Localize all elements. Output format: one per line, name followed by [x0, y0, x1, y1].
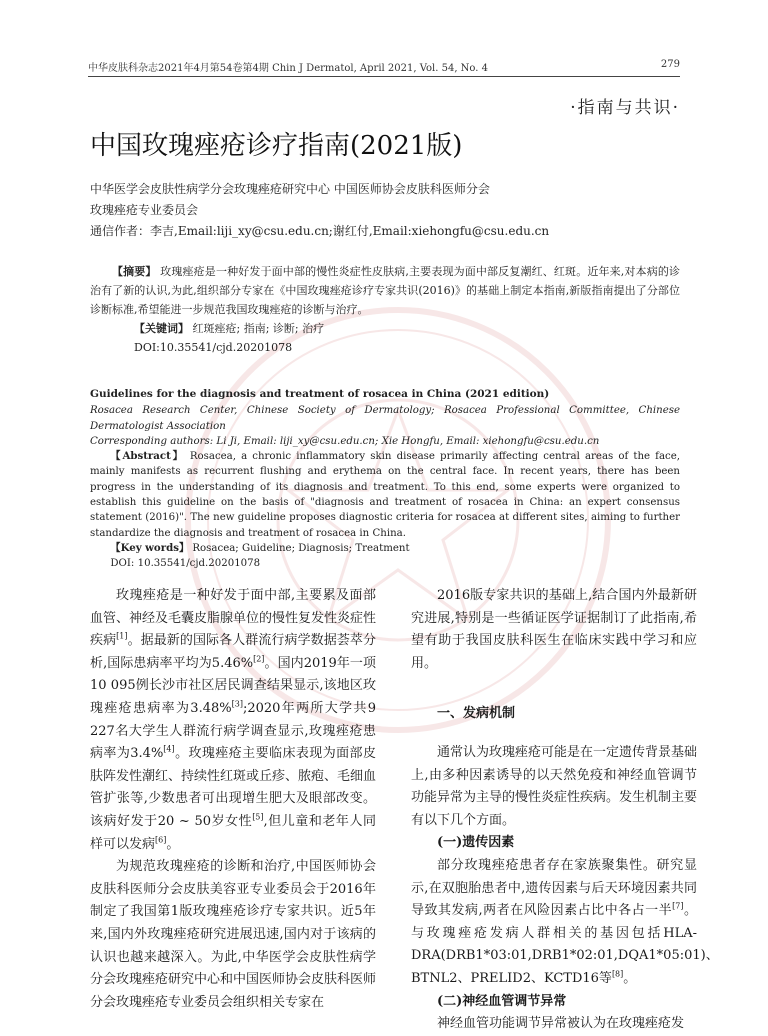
- english-abstract-body: Rosacea, a chronic inflammatory skin disease primarily affecting central areas of the face, mainly manifests as recurrent flushing and erythema on the central face. In recent years, there has been progress in the understanding of its diagnosis and treatment. To this end, some experts were organized to establish this guideline on the basis of "diagnosis and treatment of rosacea in China: an expert consensus statement (2016)". The new guideline proposes diagnostic criteria for rosacea at different sites, aiming to further standardize the diagnosis and treatment of rosacea in China.: [90, 451, 680, 539]
- text-run: 。玫瑰痤疮主要临床表现为面部皮肤阵发性潮红、持续性红斑或丘疹、脓疱、毛细血管扩张等,少数患者可出现增生肥大及眼部改变。该病好发于20 ~ 50岁女性: [90, 746, 377, 829]
- text-run: 。国内2019年一项10 095例长沙市社区居民调查结果显示,该地区玫瑰痤疮患病率为3.48%: [90, 655, 376, 716]
- page-number: 279: [660, 59, 680, 70]
- keywords-label: 【关键词】: [134, 322, 189, 335]
- text-run: ,但儿童和老年人同样可以发病: [90, 813, 376, 852]
- english-keywords-label: 【Key words】: [110, 541, 190, 554]
- chinese-keywords: [90, 319, 680, 338]
- chinese-abstract-text: [90, 262, 680, 319]
- citation-ref[interactable]: [5]: [252, 812, 264, 822]
- journal-citation: 中华皮肤科杂志2021年4月第54卷第4期 Chin J Dermatol, April 2021, Vol. 54, No. 4: [88, 63, 488, 74]
- subsection-heading: (一)遗传因素: [437, 835, 515, 851]
- keywords-text: 红斑痤疮; 指南; 诊断; 治疗: [189, 322, 325, 335]
- abstract-label: 【摘要】: [112, 265, 157, 278]
- body-paragraph: 2016版专家共识的基础上,结合国内外最新研究进展,特别是一些循证医学证据制订了此指南,希望有助于我国皮肤科医生在临床实践中学习和应用。: [411, 588, 697, 671]
- spacer: [411, 675, 697, 689]
- text-run: 。据最新的国际各人群流行病学数据荟萃分析,国际患病率平均为5.46%: [90, 633, 376, 671]
- english-abstract-label: 【Abstract】: [110, 450, 185, 463]
- english-abstract: [90, 387, 680, 572]
- citation-ref[interactable]: [1]: [116, 631, 128, 641]
- citation-ref[interactable]: [6]: [155, 835, 167, 845]
- subsection-heading: (二)神经血管调节异常: [437, 993, 567, 1009]
- chinese-abstract: [90, 262, 680, 357]
- text-run: 部分玫瑰痤疮患者存在家族聚集性。研究显示,在双胞胎患者中,遗传因素与后天环境因素共同导致其发病,两者在风险因素占比中各占一半: [411, 857, 697, 919]
- author-line-2: 玫瑰痤疮专业委员会: [90, 203, 199, 217]
- body-column-left: [90, 585, 376, 1014]
- body-paragraph: [90, 585, 376, 856]
- section-heading: 一、发病机制: [437, 706, 516, 722]
- english-corresponding: Corresponding authors: Li Ji, Email: liji_xy@csu.edu.cn; Xie Hongfu, Email: xiehongfu@csu.edu.cn: [90, 435, 600, 447]
- citation-ref[interactable]: [8]: [611, 969, 624, 979]
- text-run: 玫瑰痤疮是一种好发于面中部,主要累及面部血管、神经及毛囊皮脂腺单位的慢性复发性炎症性疾病: [90, 588, 377, 649]
- citation-ref[interactable]: [3]: [231, 699, 243, 709]
- english-keywords: [90, 541, 680, 556]
- abstract-body: 玫瑰痤疮是一种好发于面中部的慢性炎症性皮肤病,主要表现为面中部反复潮红、红斑。近年来,对本病的诊治有了新的认识,为此,组织部分专家在《中国玫瑰痤疮诊疗专家共识(2016)》的基础上制定本指南,新版指南提出了分部位诊断标准,希望能进一步规范我国玫瑰痤疮的诊断与治疗。: [90, 265, 680, 316]
- page-title: 中国玫瑰痤疮诊疗指南(2021版): [90, 131, 463, 161]
- author-line-1: 中华医学会皮肤性病学分会玫瑰痤疮研究中心 中国医师协会皮肤科医师分会: [90, 182, 490, 196]
- english-abstract-text: [90, 449, 680, 541]
- section-tag: ·指南与共识·: [570, 98, 680, 118]
- citation-ref[interactable]: [2]: [253, 654, 265, 664]
- header-rule: [88, 76, 680, 77]
- citation-ref[interactable]: [4]: [163, 744, 175, 754]
- body-column-right: [411, 585, 719, 1036]
- author-block: [90, 179, 690, 242]
- text-run: 。: [623, 970, 637, 986]
- body-paragraph: 通常认为玫瑰痤疮可能是在一定遗传背景基础上,由多种因素诱导的以天然免疫和神经血管调节功能异常为主导的慢性炎症性疾病。发生机制主要有以下几个方面。: [411, 744, 698, 828]
- english-keywords-text: Rosacea; Guideline; Diagnosis; Treatment: [189, 542, 410, 554]
- corresponding-authors: 通信作者：李吉,Email:liji_xy@csu.edu.cn;谢红付,Email:xiehongfu@csu.edu.cn: [90, 224, 550, 238]
- running-head: [88, 59, 680, 74]
- body-paragraph: 为规范玫瑰痤疮的诊断和治疗,中国医师协会皮肤科医师分会皮肤美容亚专业委员会于2016年制定了我国第1版玫瑰痤疮诊疗专家共识。近5年来,国内外玫瑰痤疮研究进展迅速,国内对于该病的认识也越来越深入。为此,中华医学会皮肤性病学分会玫瑰痤疮研究中心和中国医师协会皮肤科医师分会玫瑰痤疮专业委员会组织相关专家在: [90, 859, 377, 1010]
- text-run: 。与玫瑰痤疮发病人群相关的基因包括HLA-DRA(DRB1*03:01,DRB1*02:01,DQA1*05:01)、BTNL2、PRELID2、KCTD16等: [411, 903, 719, 986]
- body-paragraph: 神经血管功能调节异常被认为在玫瑰痤疮发: [437, 1016, 685, 1032]
- chinese-doi: DOI:10.35541/cjd.20201078: [134, 341, 293, 354]
- text-run: 。: [166, 836, 180, 852]
- text-run: ;2020年两所大学共9 227名大学生人群流行病学调查显示,玫瑰痤疮患病率为3.4%: [90, 700, 376, 762]
- body-paragraph: [411, 855, 719, 991]
- english-affiliation: Rosacea Research Center, Chinese Society of Dermatology; Rosacea Professional Committee, Chinese Dermatologist Association: [90, 405, 680, 432]
- english-title: Guidelines for the diagnosis and treatment of rosacea in China (2021 edition): [90, 388, 550, 400]
- citation-ref[interactable]: [7]: [672, 901, 684, 911]
- english-doi: DOI: 10.35541/cjd.20201078: [110, 558, 261, 570]
